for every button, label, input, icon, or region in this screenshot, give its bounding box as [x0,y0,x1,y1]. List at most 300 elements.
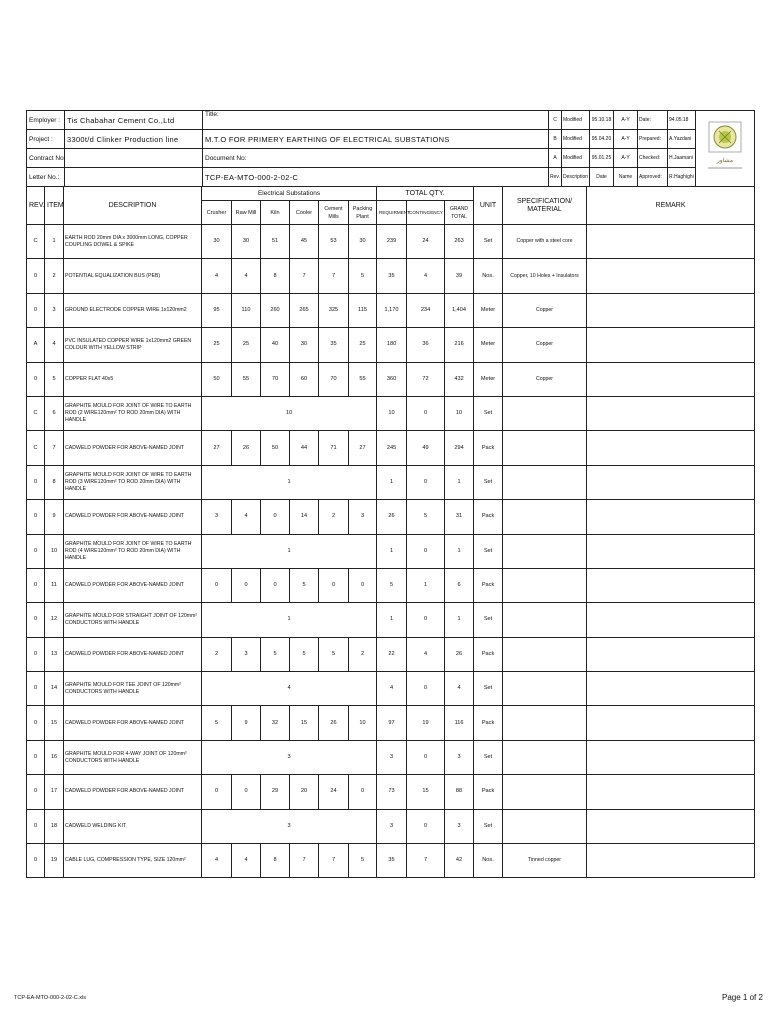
row-cooler: 5 [290,568,319,602]
table-row [27,259,755,293]
title-value: M.T.O FOR PRIMERY EARTHING OF ELECTRICAL SUBSTATIONS [203,130,549,149]
row-remark [587,362,755,396]
row-requirement: 35 [377,259,407,293]
project-value: 3300t/d Clinker Production line [65,130,203,149]
row-substation-qty: 10 [202,396,377,430]
row-cooler: 7 [290,844,319,878]
row-cement-mills: 5 [319,637,349,671]
row-grand-total: 31 [445,500,474,534]
row-crusher: 27 [202,431,232,465]
row-item: 18 [45,809,64,843]
docno-label: Document No: [203,149,549,168]
employer-label: Employer : [27,111,65,130]
row-grand-total: 1 [445,534,474,568]
row-description: CABLE LUG, COMPRESSION TYPE, SIZE 120mm² [64,844,202,878]
row-item: 9 [45,500,64,534]
row-requirement: 26 [377,500,407,534]
rev-name: A-Y [614,111,638,130]
row-remark [587,534,755,568]
row-crusher: 0 [202,775,232,809]
row-requirement: 73 [377,775,407,809]
row-crusher: 50 [202,362,232,396]
rev-date: 95.01.25 [590,149,614,168]
row-description: POTENTIAL EQUALIZATION BUS (PEB) [64,259,202,293]
row-crusher: 30 [202,225,232,259]
contract-label: Contract No: [27,149,65,168]
row-unit: Meter [474,293,503,327]
row-raw-mill: 4 [232,259,261,293]
table-row [27,775,755,809]
row-item: 3 [45,293,64,327]
table-row [27,328,755,362]
footer-filename: TCP-EA-MTO-000-2-02-C.xls [14,995,87,1001]
col-unit: UNIT [474,187,503,225]
row-rev: 0 [27,775,45,809]
row-remark [587,637,755,671]
row-grand-total: 42 [445,844,474,878]
row-cement-mills: 26 [319,706,349,740]
row-contingency: 0 [407,740,445,774]
mto-sheet [26,110,754,878]
row-spec [503,809,587,843]
row-item: 1 [45,225,64,259]
header-block [26,110,755,187]
row-cement-mills: 7 [319,259,349,293]
row-description: CADWELD POWDER FOR ABOVE-NAMED JOINT [64,431,202,465]
letter-label: Letter No.: [27,168,65,187]
rev-name: A-Y [614,149,638,168]
row-remark [587,775,755,809]
row-spec [503,672,587,706]
row-description: CADWELD POWDER FOR ABOVE-NAMED JOINT [64,568,202,602]
row-rev: 0 [27,603,45,637]
row-unit: Nos. [474,259,503,293]
row-remark [587,568,755,602]
row-spec: Copper [503,362,587,396]
row-cooler: 44 [290,431,319,465]
table-row [27,362,755,396]
row-kiln: 260 [261,293,290,327]
row-grand-total: 3 [445,740,474,774]
row-unit: Pack [474,637,503,671]
row-requirement: 1 [377,603,407,637]
row-contingency: 7 [407,844,445,878]
row-description: GRAPHITE MOULD FOR TEE JOINT OF 120mm² CONDUCTORS WITH HANDLE [64,672,202,706]
row-substation-qty: 1 [202,465,377,499]
svg-text:ﻣﺸﺎﻭﺭ: ﻣﺸﺎﻭﺭ [716,157,734,164]
row-raw-mill: 3 [232,637,261,671]
row-rev: A [27,328,45,362]
row-contingency: 72 [407,362,445,396]
col-requirement: REQUIRMENT [377,201,407,225]
row-crusher: 4 [202,259,232,293]
row-packing: 3 [349,500,377,534]
col-packing: Packing Plant [349,201,377,225]
row-contingency: 15 [407,775,445,809]
sign-role: Checked: [638,149,668,168]
row-grand-total: 1 [445,465,474,499]
row-cooler: 265 [290,293,319,327]
row-rev: 0 [27,568,45,602]
row-spec [503,500,587,534]
rev-desc: Modified [562,149,590,168]
row-contingency: 0 [407,603,445,637]
row-spec [503,637,587,671]
row-packing: 5 [349,259,377,293]
row-contingency: 0 [407,396,445,430]
row-cement-mills: 70 [319,362,349,396]
rev-desc: Modified [562,130,590,149]
row-packing: 115 [349,293,377,327]
row-grand-total: 3 [445,809,474,843]
rev-desc: Modified [562,111,590,130]
row-cement-mills: 24 [319,775,349,809]
row-requirement: 3 [377,740,407,774]
row-rev: 0 [27,672,45,706]
row-remark [587,740,755,774]
row-crusher: 2 [202,637,232,671]
company-logo [696,111,755,187]
row-requirement: 1 [377,534,407,568]
row-spec: Copper [503,328,587,362]
row-description: GRAPHITE MOULD FOR 4-WAY JOINT OF 120mm² CONDUCTORS WITH HANDLE [64,740,202,774]
rev-name: Name [614,168,638,187]
row-kiln: 40 [261,328,290,362]
table-row [27,465,755,499]
row-contingency: 0 [407,672,445,706]
row-kiln: 32 [261,706,290,740]
row-item: 5 [45,362,64,396]
row-rev: 0 [27,500,45,534]
rev-name: A-Y [614,130,638,149]
row-grand-total: 263 [445,225,474,259]
row-contingency: 5 [407,500,445,534]
row-substation-qty: 3 [202,740,377,774]
table-row [27,706,755,740]
row-remark [587,706,755,740]
row-requirement: 239 [377,225,407,259]
row-requirement: 245 [377,431,407,465]
row-rev: 0 [27,259,45,293]
row-remark [587,465,755,499]
row-raw-mill: 25 [232,328,261,362]
row-kiln: 51 [261,225,290,259]
row-packing: 27 [349,431,377,465]
row-spec [503,706,587,740]
row-description: PVC INSULATED COPPER WIRE 1x120mm2 GREEN COLOUR WITH YELLOW STRIP [64,328,202,362]
row-substation-qty: 1 [202,603,377,637]
row-unit: Pack [474,431,503,465]
row-description: CADWELD POWDER FOR ABOVE-NAMED JOINT [64,706,202,740]
row-grand-total: 216 [445,328,474,362]
row-rev: C [27,431,45,465]
row-unit: Nos. [474,844,503,878]
row-remark [587,844,755,878]
row-raw-mill: 0 [232,568,261,602]
row-crusher: 5 [202,706,232,740]
row-contingency: 234 [407,293,445,327]
sign-role: Approved: [638,168,668,187]
row-kiln: 8 [261,844,290,878]
row-grand-total: 116 [445,706,474,740]
table-row [27,672,755,706]
rev-code: B [549,130,562,149]
row-item: 11 [45,568,64,602]
rev-code: C [549,111,562,130]
row-unit: Set [474,396,503,430]
row-rev: 0 [27,706,45,740]
row-requirement: 22 [377,637,407,671]
row-contingency: 49 [407,431,445,465]
row-contingency: 24 [407,225,445,259]
table-row [27,740,755,774]
row-spec: Copper, 10 Holes + Insulators [503,259,587,293]
row-remark [587,603,755,637]
row-requirement: 97 [377,706,407,740]
row-cooler: 45 [290,225,319,259]
row-remark [587,396,755,430]
col-remark: REMARK [587,187,755,225]
row-grand-total: 4 [445,672,474,706]
row-cement-mills: 35 [319,328,349,362]
mto-rows [27,225,755,878]
row-unit: Set [474,534,503,568]
row-cement-mills: 2 [319,500,349,534]
row-grand-total: 1 [445,603,474,637]
row-rev: 0 [27,293,45,327]
row-spec [503,534,587,568]
row-item: 2 [45,259,64,293]
row-cooler: 7 [290,259,319,293]
row-spec: Tinned copper [503,844,587,878]
row-rev: 0 [27,740,45,774]
col-crusher: Crusher [202,201,232,225]
rev-desc: Description [562,168,590,187]
row-unit: Set [474,225,503,259]
col-kiln: Kiln [261,201,290,225]
row-cooler: 20 [290,775,319,809]
rev-code: Rev. [549,168,562,187]
row-unit: Set [474,809,503,843]
row-rev: 0 [27,465,45,499]
row-rev: 0 [27,809,45,843]
row-contingency: 19 [407,706,445,740]
row-raw-mill: 30 [232,225,261,259]
row-requirement: 10 [377,396,407,430]
row-item: 13 [45,637,64,671]
row-cement-mills: 0 [319,568,349,602]
row-description: GRAPHITE MOULD FOR JOINT OF WIRE TO EARTH ROD (2 WIRE120mm² TO ROD 20mm DIA) WITH HANDLE [64,396,202,430]
table-row [27,603,755,637]
row-description: GROUND ELECTRODE COPPER WIRE 1x120mm2 [64,293,202,327]
row-spec [503,568,587,602]
row-packing: 0 [349,568,377,602]
row-requirement: 35 [377,844,407,878]
row-description: GRAPHITE MOULD FOR STRAIGHT JOINT OF 120mm² CONDUCTORS WITH HANDLE [64,603,202,637]
col-cement-mills: Cement Mills [319,201,349,225]
row-item: 12 [45,603,64,637]
row-spec [503,775,587,809]
title-label: Title: [203,111,549,130]
table-row [27,844,755,878]
table-row [27,396,755,430]
row-rev: 0 [27,637,45,671]
row-raw-mill: 55 [232,362,261,396]
row-raw-mill: 26 [232,431,261,465]
row-raw-mill: 4 [232,844,261,878]
row-contingency: 0 [407,809,445,843]
row-description: EARTH ROD 20mm DIA x 3000mm LONG, COPPER COUPLING DOWEL & SPIKE [64,225,202,259]
row-remark [587,225,755,259]
row-requirement: 180 [377,328,407,362]
row-rev: 0 [27,362,45,396]
row-crusher: 3 [202,500,232,534]
row-raw-mill: 4 [232,500,261,534]
row-cooler: 60 [290,362,319,396]
row-description: CADWELD POWDER FOR ABOVE-NAMED JOINT [64,500,202,534]
row-packing: 10 [349,706,377,740]
contract-value [65,149,203,168]
col-group-substations: Electrical Substations [202,187,377,201]
row-grand-total: 10 [445,396,474,430]
table-row [27,534,755,568]
row-rev: 0 [27,844,45,878]
row-unit: Set [474,672,503,706]
rev-date: Date [590,168,614,187]
row-packing: 5 [349,844,377,878]
row-requirement: 4 [377,672,407,706]
row-spec [503,603,587,637]
row-item: 16 [45,740,64,774]
rev-code: A [549,149,562,168]
row-kiln: 5 [261,637,290,671]
col-group-total: TOTAL QTY. [377,187,474,201]
table-row [27,225,755,259]
row-cooler: 5 [290,637,319,671]
row-requirement: 5 [377,568,407,602]
row-kiln: 50 [261,431,290,465]
col-raw-mill: Raw Mill [232,201,261,225]
row-grand-total: 26 [445,637,474,671]
row-unit: Set [474,603,503,637]
table-row [27,568,755,602]
row-unit: Meter [474,362,503,396]
row-cement-mills: 7 [319,844,349,878]
row-unit: Pack [474,775,503,809]
row-crusher: 95 [202,293,232,327]
row-cement-mills: 325 [319,293,349,327]
col-contingency: CONTINGENCY [407,201,445,225]
col-description: DESCRIPTION [64,187,202,225]
row-item: 17 [45,775,64,809]
row-unit: Set [474,465,503,499]
row-description: GRAPHITE MOULD FOR JOINT OF WIRE TO EARTH ROD (4 WIRE120mm² TO ROD 20mm DIA) WITH HANDLE [64,534,202,568]
row-item: 8 [45,465,64,499]
row-kiln: 0 [261,568,290,602]
row-spec [503,740,587,774]
row-spec [503,431,587,465]
row-remark [587,431,755,465]
row-description: COPPER FLAT 40x5 [64,362,202,396]
row-substation-qty: 1 [202,534,377,568]
row-grand-total: 1,404 [445,293,474,327]
row-packing: 2 [349,637,377,671]
row-kiln: 0 [261,500,290,534]
row-packing: 0 [349,775,377,809]
row-requirement: 360 [377,362,407,396]
sign-person: A.Yazdani [668,130,696,149]
col-rev: REV. [27,187,45,225]
row-crusher: 25 [202,328,232,362]
col-grand-total: GRAND TOTAL [445,201,474,225]
row-remark [587,809,755,843]
row-kiln: 29 [261,775,290,809]
row-crusher: 4 [202,844,232,878]
row-unit: Set [474,740,503,774]
sign-person: H.Jaamani [668,149,696,168]
col-spec: SPECIFICATION/ MATERIAL [503,187,587,225]
row-item: 10 [45,534,64,568]
row-cooler: 15 [290,706,319,740]
row-remark [587,500,755,534]
sign-person: R.Haghighi [668,168,696,187]
table-row [27,293,755,327]
row-requirement: 1,170 [377,293,407,327]
row-requirement: 1 [377,465,407,499]
row-grand-total: 432 [445,362,474,396]
row-substation-qty: 3 [202,809,377,843]
row-description: CADWELD WELDING KIT [64,809,202,843]
row-remark [587,259,755,293]
row-cement-mills: 53 [319,225,349,259]
sign-person: 94.05.18 [668,111,696,130]
col-item: ITEM [45,187,64,225]
row-description: GRAPHITE MOULD FOR JOINT OF WIRE TO EARTH ROD (3 WIRE120mm² TO ROD 20mm DIA) WITH HANDLE [64,465,202,499]
table-row [27,637,755,671]
table-row [27,809,755,843]
row-packing: 55 [349,362,377,396]
col-cooler: Cooler [290,201,319,225]
row-item: 6 [45,396,64,430]
row-grand-total: 294 [445,431,474,465]
row-spec [503,465,587,499]
row-rev: C [27,225,45,259]
mto-table [26,186,755,878]
row-rev: 0 [27,534,45,568]
row-cooler: 14 [290,500,319,534]
row-contingency: 36 [407,328,445,362]
row-cement-mills: 71 [319,431,349,465]
row-contingency: 0 [407,465,445,499]
row-requirement: 3 [377,809,407,843]
row-contingency: 4 [407,637,445,671]
company-logo-icon [700,118,750,178]
row-spec: Copper [503,293,587,327]
footer-page-number: Page 1 of 2 [722,993,763,1002]
row-spec: Copper with a steel core [503,225,587,259]
row-kiln: 70 [261,362,290,396]
row-spec [503,396,587,430]
row-unit: Pack [474,568,503,602]
row-description: CADWELD POWDER FOR ABOVE-NAMED JOINT [64,775,202,809]
row-raw-mill: 9 [232,706,261,740]
rev-date: 95.04.20 [590,130,614,149]
row-remark [587,293,755,327]
row-item: 7 [45,431,64,465]
row-grand-total: 88 [445,775,474,809]
row-contingency: 1 [407,568,445,602]
letter-value [65,168,203,187]
